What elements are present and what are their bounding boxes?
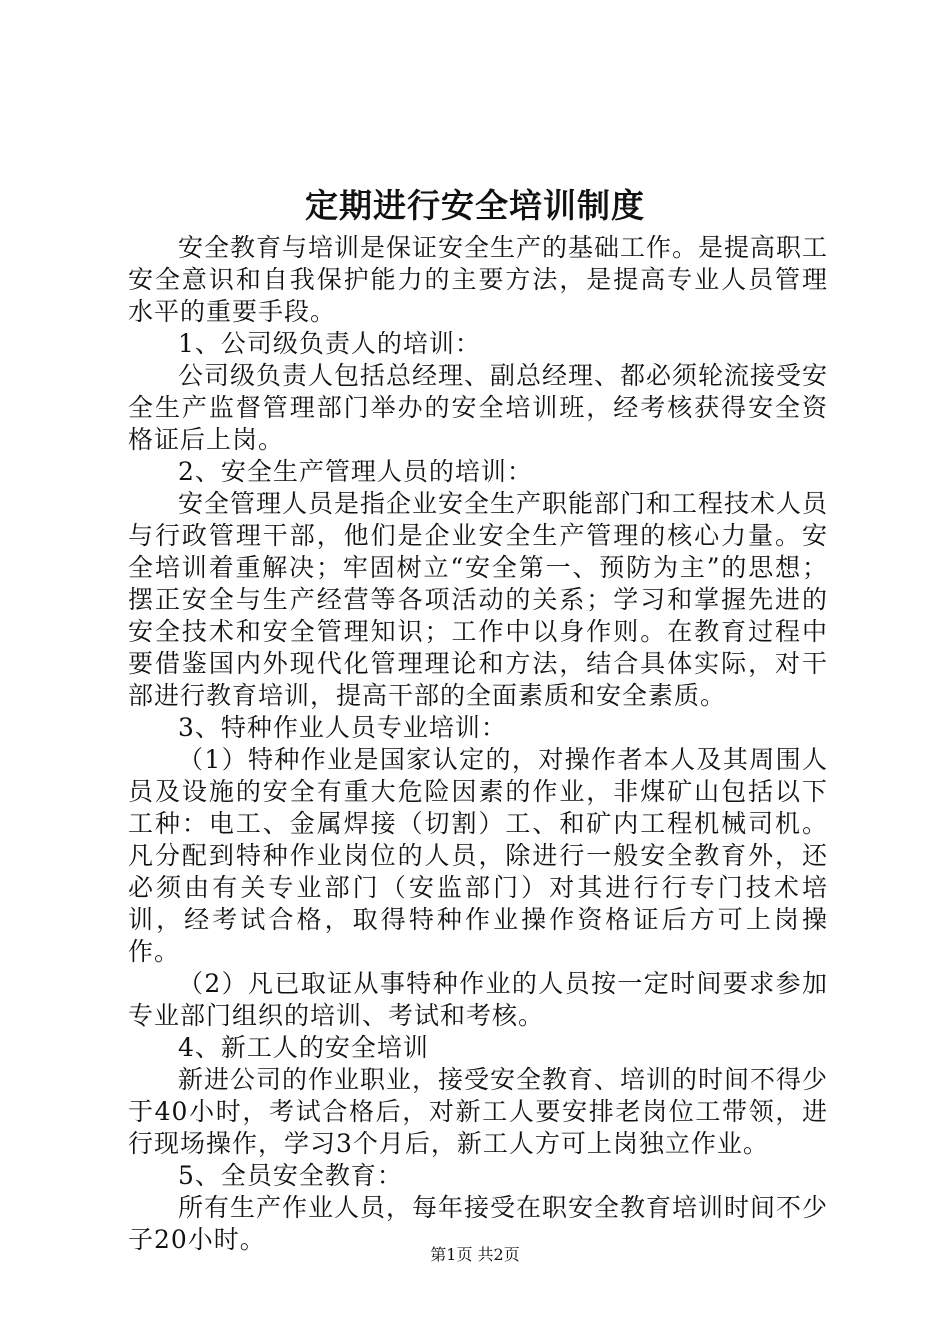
- section-2-paragraph: 安全管理人员是指企业安全生产职能部门和工程技术人员与行政管理干部，他们是企业安全生产管理的核心力量。安全培训着重解决；牢固树立“安全第一、预防为主”的思想；摆正安全与生产经营等各项活动的关系；学习和掌握先进的安全技术和安全管理知识；工作中以身作则。在教育过程中要借鉴国内外现代化管理理论和方法，结合具体实际，对干部进行教育培训，提高干部的全面素质和安全素质。: [128, 489, 829, 710]
- section-heading-2: 2、安全生产管理人员的培训：: [178, 457, 533, 486]
- section-heading-5: 5、全员安全教育：: [178, 1161, 403, 1190]
- document-body: [128, 232, 828, 1256]
- section-4-paragraph: 新进公司的作业职业，接受安全教育、培训的时间不得少于40小时，考试合格后，对新工人要安排老岗位工带领，进行现场操作，学习3个月后，新工人方可上岗独立作业。: [128, 1065, 829, 1158]
- section-heading-1: 1、公司级负责人的培训：: [178, 329, 481, 358]
- section-heading-4: 4、新工人的安全培训: [178, 1033, 429, 1062]
- section-1-paragraph: 公司级负责人包括总经理、副总经理、都必须轮流接受安全生产监督管理部门举办的安全培训班，经考核获得安全资格证后上岗。: [128, 361, 829, 454]
- section-3-item-2: （2）凡已取证从事特种作业的人员按一定时间要求参加专业部门组织的培训、考试和考核。: [128, 969, 828, 1030]
- page-number-footer: 第1页 共2页: [430, 1245, 520, 1264]
- intro-paragraph: 安全教育与培训是保证安全生产的基础工作。是提高职工安全意识和自我保护能力的主要方法，是提高专业人员管理水平的重要手段。: [128, 233, 829, 326]
- section-heading-3: 3、特种作业人员专业培训：: [178, 713, 507, 742]
- document-title: 定期进行安全培训制度: [305, 186, 645, 225]
- section-5-paragraph: 所有生产作业人员，每年接受在职安全教育培训时间不少子20小时。: [128, 1193, 829, 1254]
- section-3-item-1: （1）特种作业是国家认定的，对操作者本人及其周围人员及设施的安全有重大危险因素的作业，非煤矿山包括以下工种：电工、金属焊接（切割）工、和矿内工程机械司机。凡分配到特种作业岗位的人员，除进行一般安全教育外，还必须由有关专业部门（安监部门）对其进行行专门技术培训，经考试合格，取得特种作业操作资格证后方可上岗操作。: [128, 745, 828, 966]
